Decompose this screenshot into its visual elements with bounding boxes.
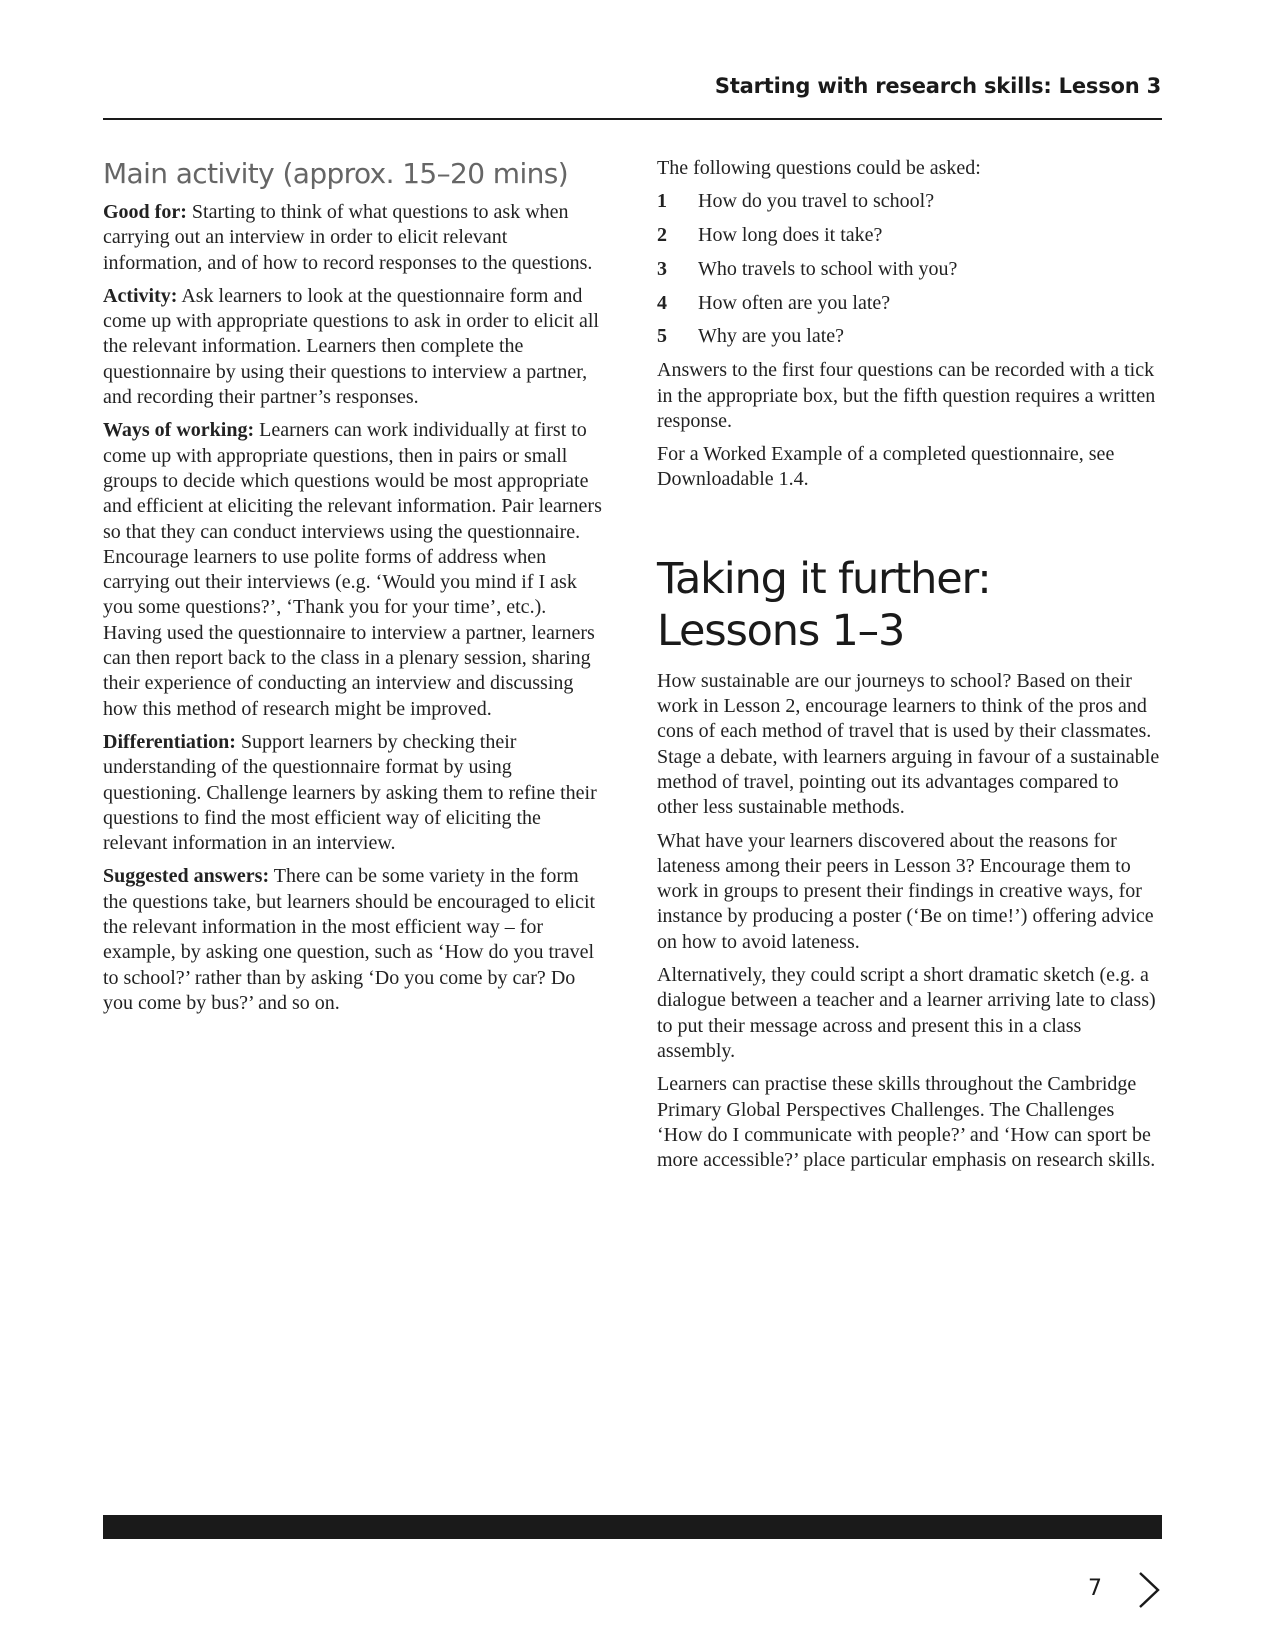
- answers-recording-paragraph: Answers to the first four questions can be recorded with a tick in the appropriate box, but the fifth question requires a written response.: [657, 359, 1156, 432]
- question-text: How long does it take?: [698, 224, 883, 247]
- activity-label: Activity:: [103, 284, 178, 307]
- differentiation-paragraph: [103, 730, 608, 856]
- differentiation-label: Differentiation:: [103, 730, 236, 753]
- question-item: [657, 324, 1162, 349]
- question-number: 3: [657, 257, 667, 280]
- suggested-answers-paragraph: [103, 864, 608, 1016]
- further-paragraph-lateness: What have your learners discovered about the reasons for lateness among their peers in Lesson 3? Encourage them to work in groups to present their findings in creative ways, for instance by producing a poster (‘Be on time!’) offering advice on how to avoid lateness.: [657, 829, 1154, 953]
- worked-example-paragraph: For a Worked Example of a completed questionnaire, see Downloadable 1.4.: [657, 443, 1115, 491]
- header-rule: [103, 118, 1162, 120]
- question-text: Why are you late?: [698, 325, 845, 348]
- good-for-paragraph: [103, 200, 608, 276]
- taking-it-further-heading-line1: Taking it further:: [657, 553, 991, 604]
- question-list: [657, 189, 1162, 349]
- question-number: 1: [657, 190, 667, 213]
- questions-intro: The following questions could be asked:: [657, 157, 981, 179]
- running-header: Starting with research skills: Lesson 3: [714, 74, 1161, 98]
- footer-bar: [103, 1515, 1162, 1539]
- question-item: [657, 291, 1162, 316]
- chevron-right-icon[interactable]: [1136, 1570, 1162, 1610]
- right-column: [657, 156, 1162, 1181]
- question-item: [657, 189, 1162, 214]
- main-activity-heading: Main activity (approx. 15–20 mins): [103, 157, 569, 190]
- question-number: 2: [657, 224, 667, 247]
- further-paragraph-sketch: Alternatively, they could script a short dramatic sketch (e.g. a dialogue between a teacher and a learner arriving late to class) to put their message across and present this in a class assembly.: [657, 964, 1156, 1062]
- ways-of-working-label: Ways of working:: [103, 419, 255, 442]
- question-text: How often are you late?: [698, 291, 891, 314]
- activity-paragraph: [103, 284, 608, 410]
- good-for-label: Good for:: [103, 201, 187, 223]
- ways-of-working-text: Learners can work individually at first to come up with appropriate questions, then in pairs or small groups to decide which questions would be most appropriate and efficient at eliciting the relevant information. Pair learners so that they can conduct interviews using the questionnaire. Encourage learners to use polite forms of address when carrying out their interviews (e.g. ‘Would you mind if I ask you some questions?’, ‘Thank you for your time’, etc.). Having used the questionnaire to interview a partner, learners can then report back to the class in a plenary session, sharing their experience of conducting an interview and discussing how this method of research might be improved.: [103, 419, 602, 720]
- further-paragraph-challenges: Learners can practise these skills throughout the Cambridge Primary Global Perspectives Challenges. The Challenges ‘How do I communicate with people?’ and ‘How can sport be more accessible?’ place particular emphasis on research skills.: [657, 1073, 1156, 1172]
- suggested-answers-label: Suggested answers:: [103, 865, 270, 888]
- question-item: [657, 223, 1162, 248]
- differentiation-text: Support learners by checking their understanding of the questionnaire format by using questioning. Challenge learners by asking them to refine their questions to find the most efficient way of eliciting the relevant information in an interview.: [103, 730, 597, 855]
- question-text: Who travels to school with you?: [698, 257, 958, 280]
- activity-text: Ask learners to look at the questionnaire form and come up with appropriate questions to ask in order to elicit all the relevant information. Learners then complete the questionnaire by using their questions to interview a partner, and recording their partner’s responses.: [103, 284, 599, 409]
- question-item: [657, 257, 1162, 282]
- page-number: 7: [1088, 1576, 1102, 1601]
- question-text: How do you travel to school?: [698, 190, 935, 213]
- good-for-text: Starting to think of what questions to ask when carrying out an interview in order to elicit relevant information, and of how to record responses to the questions.: [103, 201, 593, 274]
- suggested-answers-text: There can be some variety in the form the questions take, but learners should be encouraged to elicit the relevant information in the most efficient way – for example, by asking one question, such as ‘How do you travel to school?’ rather than by asking ‘Do you come by car? Do you come by bus?’ and so on.: [103, 865, 596, 1014]
- question-number: 5: [657, 325, 667, 348]
- taking-it-further-heading-line2: Lessons 1–3: [657, 605, 905, 656]
- taking-it-further-heading: [657, 553, 1162, 657]
- ways-of-working-paragraph: [103, 418, 608, 722]
- left-column: [103, 156, 608, 1024]
- question-number: 4: [657, 291, 667, 314]
- further-paragraph-sustainability: How sustainable are our journeys to school? Based on their work in Lesson 2, encourage learners to think of the pros and cons of each method of travel that is used by their classmates. Stage a debate, with learners arguing in favour of a sustainable method of travel, pointing out its advantages compared to other less sustainable methods.: [657, 669, 1160, 819]
